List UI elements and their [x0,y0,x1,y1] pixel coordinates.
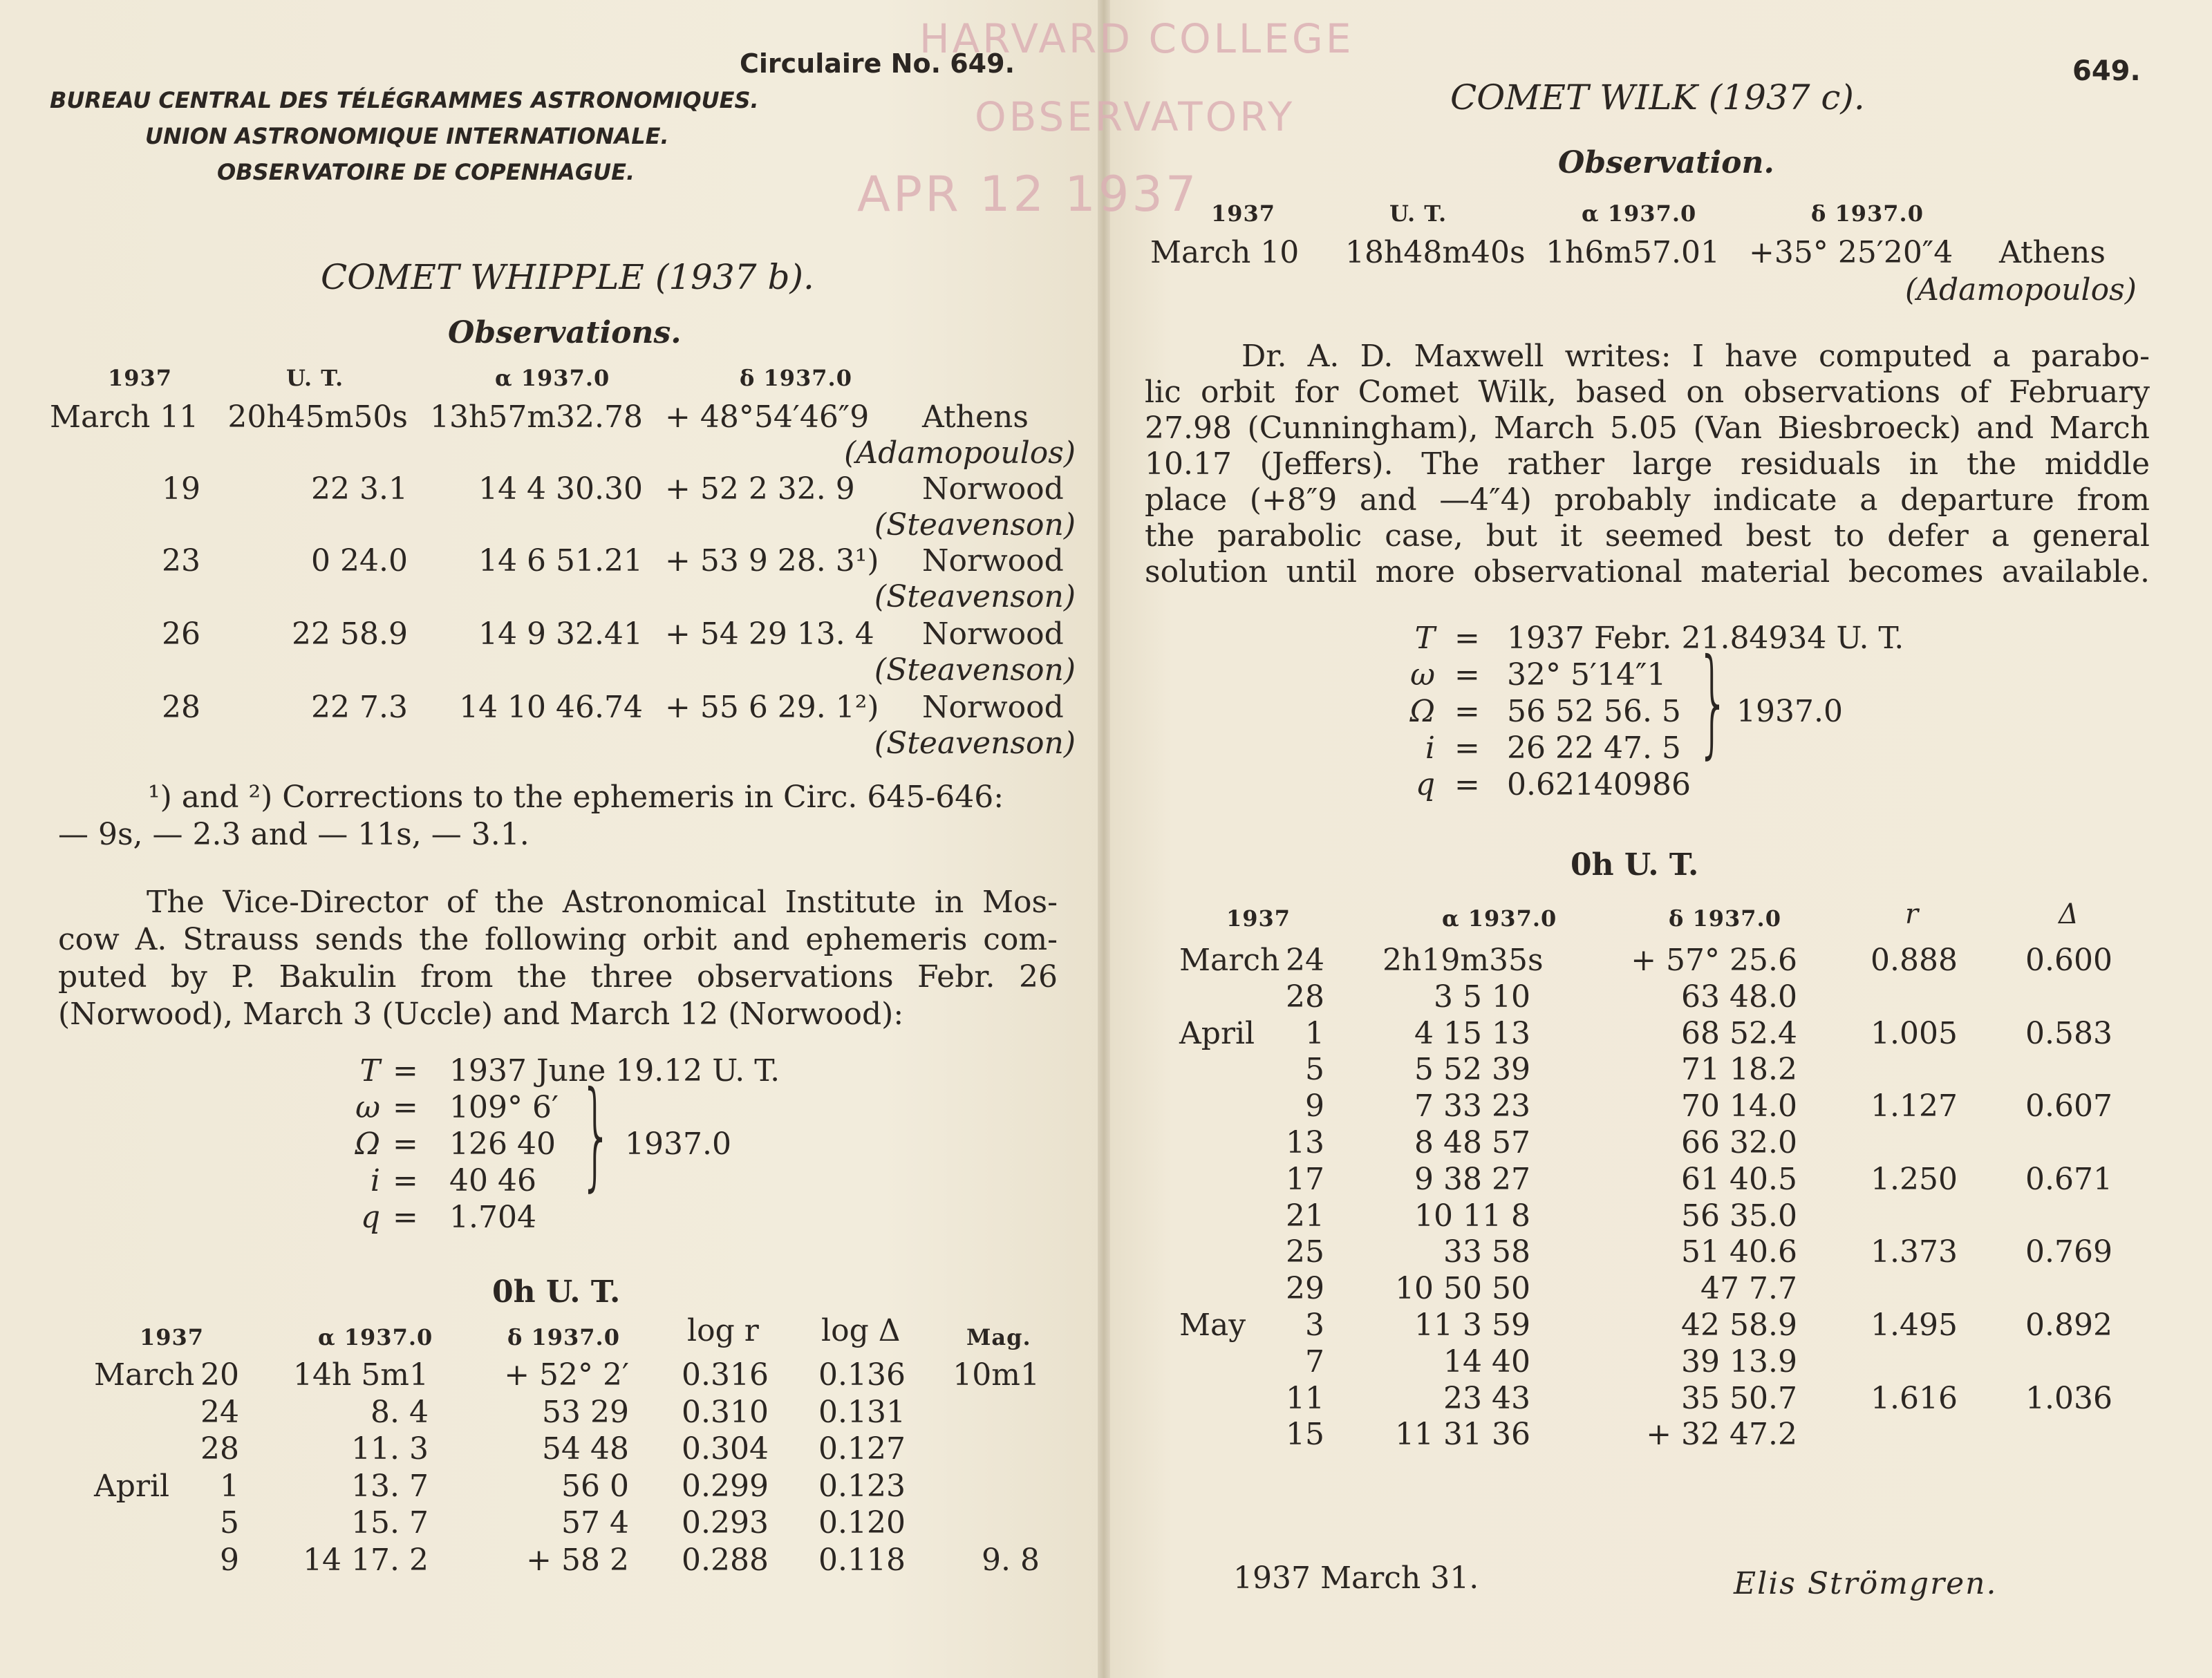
obs-observer: (Steavenson) [874,652,1076,688]
page-fold [1098,0,1110,1678]
eph-dec: 61 40.5 [1681,1161,1797,1197]
orbit-epoch: 1937.0 [1736,694,1843,729]
right-obs-col-ut: U. T. [1389,200,1447,227]
eph-logr: 0.310 [682,1394,769,1430]
equals-sign: = [1454,767,1480,802]
eph-dec: + 58 2 [526,1542,629,1578]
orbit-symbol: i [1425,730,1435,766]
eph-delta: 1.036 [2025,1380,2112,1416]
obs-dec: + 52 2 32. 9 [665,471,855,507]
obs-ut: 22 3.1 [311,471,408,507]
eph-r: 1.495 [1871,1308,1958,1343]
orbit-value: 26 22 47. 5 [1507,730,1681,766]
eph-ra: 33 58 [1443,1234,1530,1270]
obs-place: Norwood [922,543,1064,578]
eph-col-mag: Mag. [966,1324,1031,1350]
eph-day: 5 [220,1505,239,1540]
eph-dec: 42 58.9 [1681,1308,1797,1343]
orbit-value: 32° 5′14″1 [1507,657,1667,692]
eph-delta: 0.600 [2025,943,2112,978]
paragraph-line: The Vice-Director of the Astronomical Institute in Mos- [147,885,1058,920]
equals-sign: = [393,1163,418,1198]
eph-logr: 0.288 [682,1542,769,1578]
observation-heading: Observation. [1558,145,1774,180]
obs-ra: 14 10 46.74 [459,690,643,725]
paragraph-line: lic orbit for Comet Wilk, based on observations of February [1145,375,2150,410]
eph-ra: 10 50 50 [1395,1271,1530,1307]
eph-logd: 0.123 [818,1468,906,1504]
observations-heading: Observations. [448,315,682,350]
obs-observer: (Adamopoulos) [844,435,1076,471]
right-eph-col-r: r [1905,898,1919,930]
obs-date: 19 [162,471,200,507]
brace-icon: } [1696,634,1730,771]
wilk-obs-observer: (Adamopoulos) [1905,272,2137,308]
eph-dec: + 57° 25.6 [1631,943,1797,978]
eph-ra: 15. 7 [351,1505,429,1540]
obs-ra: 14 9 32.41 [478,616,643,652]
right-eph-col-dec: δ 1937.0 [1669,905,1781,932]
circular-number: Circulaire No. 649. [740,48,1015,79]
eph-logr: 0.316 [682,1357,769,1393]
eph-dec: 70 14.0 [1681,1088,1797,1124]
eph-day: 24 [200,1394,239,1430]
eph-mag: 9. 8 [982,1542,1040,1578]
equals-sign: = [393,1053,418,1088]
eph-dec: + 32 47.2 [1646,1417,1797,1453]
stamp-line1: HARVARD COLLEGE [919,15,1354,62]
eph-ra: 7 33 23 [1414,1088,1530,1124]
eph-ra: 10 11 8 [1414,1198,1530,1234]
header-line-2: UNION ASTRONOMIQUE INTERNATIONALE. [145,123,669,149]
obs-col-ra: α 1937.0 [495,365,610,391]
equals-sign: = [393,1126,418,1162]
eph-day: 28 [200,1431,239,1467]
eph-delta: 0.892 [2025,1308,2112,1343]
eph-delta: 0.607 [2025,1088,2112,1124]
eph-ra: 14 40 [1443,1344,1530,1379]
signature: Elis Strömgren. [1734,1566,1998,1601]
paragraph-line: 27.98 (Cunningham), March 5.05 (Van Biesbroeck) and March [1145,411,2150,446]
obs-observer: (Steavenson) [874,507,1076,543]
eph-logd: 0.120 [818,1505,906,1540]
eph-ra: 3 5 10 [1434,979,1530,1015]
eph-day: 7 [1305,1344,1324,1379]
eph-ra: 23 43 [1443,1380,1530,1416]
wilk-obs-place: Athens [1999,235,2106,270]
obs-observer: (Steavenson) [874,579,1076,614]
paragraph-line: cow A. Strauss sends the following orbit and ephemeris com- [58,922,1058,957]
orbit-value: 56 52 56. 5 [1507,694,1681,729]
eph-delta: 0.769 [2025,1234,2112,1270]
eph-ra: 14 17. 2 [303,1542,429,1578]
orbit-value: 109° 6′ [449,1090,559,1125]
obs-ra: 14 6 51.21 [478,543,643,578]
eph-logr: 0.304 [682,1431,769,1467]
orbit-value: 126 40 [449,1126,556,1162]
orbit-symbol: ω [1410,657,1435,692]
eph-dec: 51 40.6 [1681,1234,1797,1270]
eph-dec: 35 50.7 [1681,1380,1797,1416]
orbit-symbol: i [370,1163,380,1198]
obs-dec: + 55 6 29. 1²) [665,690,879,725]
eph-logr: 0.299 [682,1468,769,1504]
eph-ra: 11. 3 [351,1431,429,1467]
eph-day: 24 [1286,943,1324,978]
orbit-symbol: T [359,1053,380,1088]
comet-wilk-title: COMET WILK (1937 c). [1450,77,1865,117]
eph-day: 1 [1305,1015,1324,1051]
obs-ut: 20h45m50s [227,399,408,435]
obs-date: 23 [162,543,200,578]
paragraph-line: the parabolic case, but it seemed best to defer a general [1145,518,2150,554]
eph-dec: 56 0 [561,1468,629,1504]
eph-day: 21 [1286,1198,1324,1234]
equals-sign: = [1454,657,1480,692]
paragraph-line: 10.17 (Jeffers). The rather large residuals in the middle [1145,446,2150,482]
orbit-epoch: 1937.0 [625,1126,731,1162]
eph-day: 17 [1286,1161,1324,1197]
eph-month: March [94,1357,195,1393]
eph-dec: 57 4 [561,1505,629,1540]
left-eph-heading: 0h U. T. [492,1274,621,1310]
orbit-symbol: q [360,1200,380,1235]
right-obs-col-year: 1937 [1211,200,1276,227]
eph-month: April [1179,1015,1255,1051]
eph-r: 1.250 [1871,1161,1958,1197]
eph-day: 1 [220,1468,239,1504]
comet-whipple-title: COMET WHIPPLE (1937 b). [321,257,814,297]
obs-date: 28 [162,690,200,725]
eph-r: 1.373 [1871,1234,1958,1270]
footnote-line-2: — 9s, — 2.3 and — 11s, — 3.1. [58,817,529,852]
obs-place: Norwood [922,690,1064,725]
right-eph-heading: 0h U. T. [1571,847,1699,883]
wilk-obs-ut: 18h48m40s [1345,235,1526,270]
eph-day: 9 [220,1542,239,1578]
orbit-symbol: q [1415,767,1435,802]
eph-dec: 39 13.9 [1681,1344,1797,1379]
eph-ra: 2h19m35s [1382,943,1544,978]
eph-delta: 0.583 [2025,1015,2112,1051]
eph-ra: 11 31 36 [1395,1417,1530,1453]
footnote-line-1: ¹) and ²) Corrections to the ephemeris in Circ. 645-646: [148,780,1004,815]
wilk-obs-date: March 10 [1150,235,1300,270]
eph-logd: 0.127 [818,1431,906,1467]
equals-sign: = [393,1090,418,1125]
obs-dec: + 53 9 28. 3¹) [665,543,879,578]
eph-ra: 14h 5m1 [292,1357,429,1393]
obs-observer: (Steavenson) [874,726,1076,761]
eph-day: 25 [1286,1234,1324,1270]
paragraph-line: (Norwood), March 3 (Uccle) and March 12 (Norwood): [58,997,904,1032]
eph-ra: 8 48 57 [1414,1125,1530,1160]
header-line-3: OBSERVATOIRE DE COPENHAGUE. [217,159,635,185]
right-obs-col-dec: δ 1937.0 [1811,200,1924,227]
eph-mag: 10m1 [953,1357,1040,1393]
eph-col-ra: α 1937.0 [318,1324,433,1350]
eph-month: April [94,1468,170,1504]
closing-date: 1937 March 31. [1233,1561,1479,1596]
eph-day: 29 [1286,1271,1324,1307]
obs-dec: + 48°54′46″9 [665,399,870,435]
obs-date: 26 [162,616,200,652]
obs-ut: 0 24.0 [311,543,408,578]
right-eph-col-delta: Δ [2059,898,2079,930]
equals-sign: = [1454,621,1480,656]
eph-dec: 71 18.2 [1681,1052,1797,1088]
orbit-value: 1937 Febr. 21.84934 U. T. [1507,621,1904,656]
eph-dec: + 52° 2′ [504,1357,629,1393]
eph-ra: 8. 4 [371,1394,429,1430]
obs-date: March 11 [50,399,199,435]
wilk-obs-ra: 1h6m57.01 [1546,235,1721,270]
eph-dec: 53 29 [542,1394,629,1430]
equals-sign: = [1454,694,1480,729]
eph-col-year: 1937 [140,1324,205,1350]
obs-ra: 14 4 30.30 [478,471,643,507]
eph-dec: 68 52.4 [1681,1015,1797,1051]
orbit-value: 40 46 [449,1163,536,1198]
eph-r: 1.127 [1871,1088,1958,1124]
orbit-value: 1937 June 19.12 U. T. [449,1053,780,1088]
eph-day: 3 [1305,1308,1324,1343]
eph-day: 11 [1286,1380,1324,1416]
eph-month: May [1179,1308,1246,1343]
eph-day: 13 [1286,1125,1324,1160]
obs-col-dec: δ 1937.0 [740,365,852,391]
orbit-symbol: ω [355,1090,380,1125]
obs-col-ut: U. T. [286,365,344,391]
eph-day: 5 [1305,1052,1324,1088]
eph-col-dec: δ 1937.0 [507,1324,620,1350]
eph-ra: 9 38 27 [1414,1161,1530,1197]
orbit-value: 1.704 [449,1200,536,1235]
orbit-symbol: T [1414,621,1435,656]
eph-dec: 54 48 [542,1431,629,1467]
eph-col-logd: log Δ [821,1313,901,1348]
right-eph-col-ra: α 1937.0 [1442,905,1557,932]
eph-dec: 47 7.7 [1700,1271,1797,1307]
eph-r: 1.616 [1871,1380,1958,1416]
paragraph-line: Dr. A. D. Maxwell writes: I have computed a parabo- [1241,339,2150,374]
eph-dec: 63 48.0 [1681,979,1797,1015]
eph-day: 15 [1286,1417,1324,1453]
obs-ut: 22 58.9 [292,616,408,652]
paragraph-line: puted by P. Bakulin from the three observations Febr. 26 [58,959,1058,994]
obs-dec: + 54 29 13. 4 [665,616,874,652]
eph-r: 0.888 [1871,943,1958,978]
eph-logr: 0.293 [682,1505,769,1540]
paragraph-line: solution until more observational material becomes available. [1145,554,2150,590]
brace-icon: } [579,1066,613,1203]
eph-day: 9 [1305,1088,1324,1124]
obs-place: Norwood [922,471,1064,507]
eph-r: 1.005 [1871,1015,1958,1051]
eph-logd: 0.118 [818,1542,906,1578]
obs-place: Norwood [922,616,1064,652]
eph-dec: 56 35.0 [1681,1198,1797,1234]
header-line-1: BUREAU CENTRAL DES TÉLÉGRAMMES ASTRONOMIQUES. [50,87,759,113]
eph-day: 28 [1286,979,1324,1015]
orbit-value: 0.62140986 [1507,767,1691,802]
stamp-date: APR 12 1937 [857,166,1199,223]
eph-ra: 11 3 59 [1414,1308,1530,1343]
eph-day: 20 [200,1357,239,1393]
wilk-obs-dec: +35° 25′20″4 [1749,235,1953,270]
eph-col-logr: log r [687,1313,759,1348]
orbit-symbol: Ω [1409,694,1435,729]
eph-logd: 0.131 [818,1394,906,1430]
eph-dec: 66 32.0 [1681,1125,1797,1160]
eph-delta: 0.671 [2025,1161,2112,1197]
eph-ra: 13. 7 [351,1468,429,1504]
equals-sign: = [1454,730,1480,766]
orbit-symbol: Ω [355,1126,380,1162]
eph-ra: 5 52 39 [1414,1052,1530,1088]
obs-ra: 13h57m32.78 [430,399,643,435]
equals-sign: = [393,1200,418,1235]
eph-month: March [1179,943,1280,978]
page-number: 649. [2072,55,2141,87]
eph-logd: 0.136 [818,1357,906,1393]
right-eph-col-year: 1937 [1226,905,1291,932]
obs-col-year: 1937 [108,365,173,391]
paragraph-line: place (+8″9 and —4″4) probably indicate a departure from [1145,482,2150,518]
eph-ra: 4 15 13 [1414,1015,1530,1051]
obs-place: Athens [922,399,1029,435]
obs-ut: 22 7.3 [311,690,408,725]
stamp-line2: OBSERVATORY [975,93,1295,140]
right-obs-col-ra: α 1937.0 [1582,200,1697,227]
